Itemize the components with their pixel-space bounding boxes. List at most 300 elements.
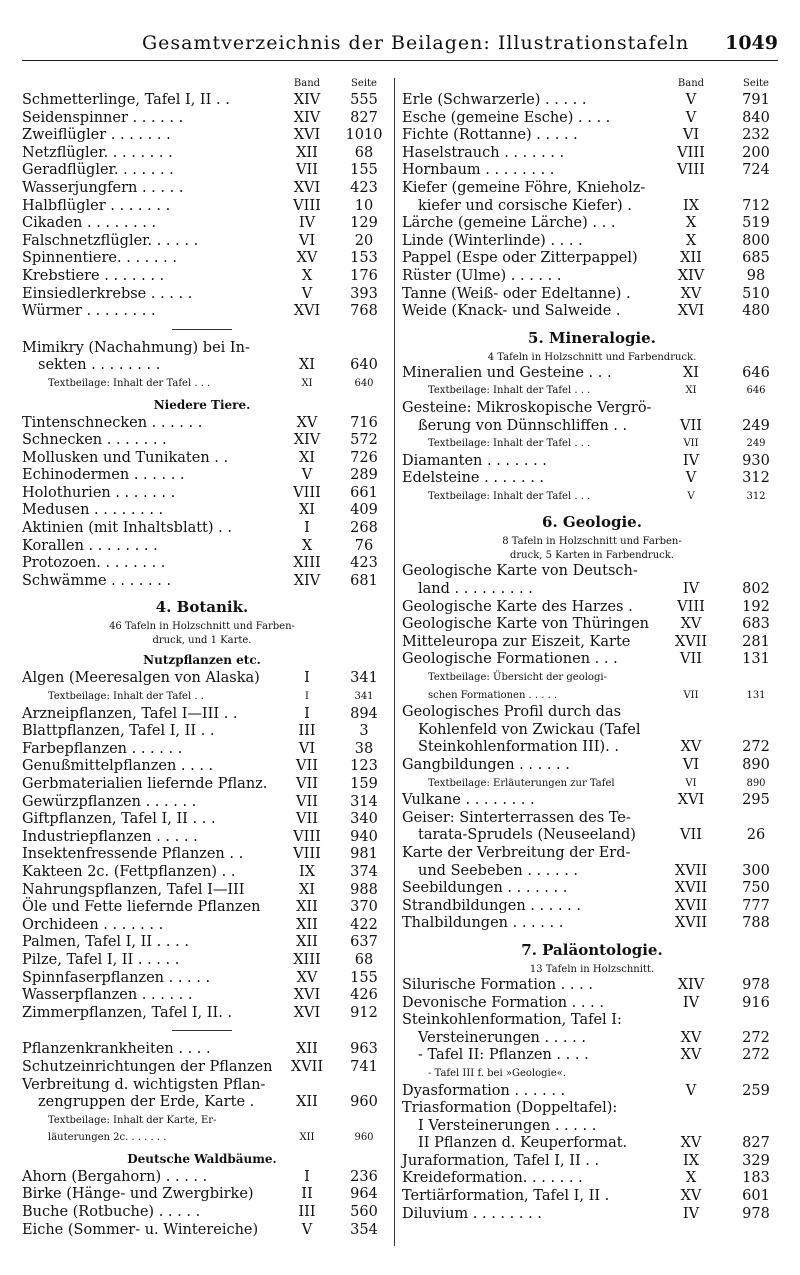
text-supplement-row xyxy=(402,687,782,705)
volume-number: XV xyxy=(680,616,702,633)
volume-number: XI xyxy=(682,364,700,381)
entry-title: Pflanzenkrankheiten . . . . xyxy=(22,1041,211,1058)
volume-number: XIV xyxy=(293,109,321,126)
index-row xyxy=(22,811,382,829)
volume-number: V xyxy=(685,109,697,126)
page-ref: 601 xyxy=(742,1188,770,1205)
volume-number: VI xyxy=(298,232,316,249)
volume-number: X xyxy=(685,232,697,249)
volume-number: XV xyxy=(296,969,318,986)
volume-number: XII xyxy=(296,934,318,951)
page-ref: 268 xyxy=(350,520,378,537)
volume-number: XII xyxy=(680,250,702,267)
entry-title: Aktinien (mit Inhaltsblatt) . . xyxy=(22,520,232,537)
page-ref: 314 xyxy=(350,793,378,810)
index-row xyxy=(402,616,782,634)
volume-number: XV xyxy=(680,285,702,302)
index-row xyxy=(22,758,382,776)
index-row xyxy=(402,180,782,198)
page-ref: 155 xyxy=(350,162,378,179)
index-row xyxy=(402,704,782,722)
text-supplement-row xyxy=(22,688,382,706)
volume-number: VII xyxy=(683,689,699,701)
entry-title: Kakteen 2c. (Fettpflanzen) . . xyxy=(22,863,236,880)
index-row xyxy=(402,453,782,471)
page-ref: 510 xyxy=(742,285,770,302)
page-ref: 98 xyxy=(746,267,766,284)
volume-number: XVI xyxy=(293,987,321,1004)
volume-number: XIV xyxy=(677,976,705,993)
page-ref: 750 xyxy=(742,880,770,897)
index-row xyxy=(22,899,382,917)
page-ref: 312 xyxy=(742,470,770,487)
volume-number: II xyxy=(301,1186,313,1203)
entry-title: Schutzeinrichtungen der Pflanzen xyxy=(22,1058,273,1075)
index-row xyxy=(402,722,782,740)
volume-number: V xyxy=(687,490,695,502)
entry-title: Kiefer (gemeine Föhre, Knieholz- xyxy=(402,179,646,196)
entry-title: Lärche (gemeine Lärche) . . . xyxy=(402,215,616,232)
index-row xyxy=(22,917,382,935)
index-row xyxy=(22,233,382,251)
page-ref: 827 xyxy=(350,109,378,126)
volume-number: XVII xyxy=(674,880,708,897)
index-row xyxy=(22,882,382,900)
section-note: 8 Tafeln in Holzschnitt und Farben- xyxy=(502,536,682,548)
section-heading: 6. Geologie. xyxy=(542,513,642,532)
index-row xyxy=(22,92,382,110)
page-ref: 236 xyxy=(350,1168,378,1185)
index-row xyxy=(402,651,782,669)
page-ref: 741 xyxy=(350,1058,378,1075)
entry-title: Einsiedlerkrebse . . . . . xyxy=(22,285,193,302)
page-ref: 232 xyxy=(742,127,770,144)
index-row xyxy=(402,250,782,268)
page-ref: 724 xyxy=(742,162,770,179)
index-row xyxy=(22,776,382,794)
volume-number: V xyxy=(685,92,697,108)
entry-title: Echinodermen . . . . . . xyxy=(22,467,185,484)
entry-title: - Tafel III f. bei »Geologie«. xyxy=(428,1067,566,1079)
entry-title: Textbeilage: Inhalt der Tafel . . . xyxy=(428,490,591,502)
entry-title: Korallen . . . . . . . . xyxy=(22,537,158,554)
entry-title: tarata-Sprudels (Neuseeland) xyxy=(418,827,636,844)
entry-title: und Seebeben . . . . . . xyxy=(418,862,579,879)
volume-number: V xyxy=(685,470,697,487)
volume-number: VII xyxy=(296,162,318,179)
volume-number: XII xyxy=(296,899,318,916)
index-row xyxy=(402,977,782,995)
index-row xyxy=(22,340,382,358)
column-header xyxy=(402,78,782,92)
index-row xyxy=(22,864,382,882)
volume-number: V xyxy=(301,467,313,484)
page-number: 1049 xyxy=(725,32,778,54)
page-ref: 912 xyxy=(350,1004,378,1021)
volume-number: XI xyxy=(298,881,316,898)
volume-number: XV xyxy=(680,1029,702,1046)
index-row xyxy=(22,1059,382,1077)
index-row xyxy=(22,741,382,759)
page-ref: 777 xyxy=(742,897,770,914)
page-ref: 555 xyxy=(350,92,378,108)
entry-title: - Tafel II: Pflanzen . . . . xyxy=(418,1047,589,1064)
page-ref: 329 xyxy=(742,1152,770,1169)
entry-title: Orchideen . . . . . . . xyxy=(22,916,164,933)
index-row xyxy=(402,792,782,810)
index-row xyxy=(402,470,782,488)
page-ref: 964 xyxy=(350,1186,378,1203)
volume-number: VII xyxy=(680,651,702,668)
entry-title: II Pflanzen d. Keuperformat. xyxy=(418,1135,628,1152)
entry-title: Gewürzpflanzen . . . . . . xyxy=(22,793,197,810)
page-ref: 259 xyxy=(742,1082,770,1099)
entry-title: Geologische Karte des Harzes . xyxy=(402,598,633,615)
page-ref: 960 xyxy=(354,1132,374,1144)
index-row xyxy=(402,145,782,163)
entry-title: Kohlenfeld von Zwickau (Tafel xyxy=(418,721,641,738)
entry-title: Mineralien und Gesteine . . . xyxy=(402,364,612,381)
index-row xyxy=(22,357,382,375)
index-row xyxy=(22,987,382,1005)
page-ref: 281 xyxy=(742,633,770,650)
entry-title: I Versteinerungen . . . . . xyxy=(418,1117,597,1134)
entry-title: Pappel (Espe oder Zitterpappel) xyxy=(402,250,638,267)
volume-number: VII xyxy=(680,827,702,844)
text-supplement-row xyxy=(402,435,782,453)
section-divider xyxy=(172,1030,232,1031)
page-ref: 800 xyxy=(742,232,770,249)
index-row xyxy=(22,794,382,812)
index-row xyxy=(402,1206,782,1224)
page-ref: 393 xyxy=(350,285,378,302)
volume-number: XVI xyxy=(293,127,321,144)
page-ref: 802 xyxy=(742,581,770,598)
index-row xyxy=(402,1012,782,1030)
volume-number: XVII xyxy=(674,915,708,932)
page-ref: 988 xyxy=(350,881,378,898)
index-row xyxy=(22,723,382,741)
section-heading: 5. Mineralogie. xyxy=(528,328,656,347)
entry-title: Ahorn (Bergahorn) . . . . . xyxy=(22,1168,208,1185)
entry-title: Gesteine: Mikroskopische Vergrö- xyxy=(402,399,652,416)
index-row xyxy=(22,303,382,321)
index-row xyxy=(402,198,782,216)
volume-number: VIII xyxy=(677,162,705,179)
volume-number: XVI xyxy=(677,303,705,320)
page-ref: 572 xyxy=(350,432,378,449)
page-ref: 422 xyxy=(350,916,378,933)
entry-title: Mitteleuropa zur Eiszeit, Karte xyxy=(402,633,631,650)
entry-title: land . . . . . . . . . xyxy=(418,581,533,598)
entry-title: Krebstiere . . . . . . . xyxy=(22,267,165,284)
entry-title: Hornbaum . . . . . . . . xyxy=(402,162,555,179)
entry-title: Zweiflügler . . . . . . . xyxy=(22,127,171,144)
index-row xyxy=(22,110,382,128)
entry-title: Textbeilage: Inhalt der Karte, Er- xyxy=(48,1114,217,1126)
volume-number: XII xyxy=(299,1132,315,1144)
volume-number: I xyxy=(304,670,310,687)
index-row xyxy=(402,162,782,180)
index-row xyxy=(402,365,782,383)
volume-number: VII xyxy=(296,758,318,775)
page-ref: 289 xyxy=(350,467,378,484)
index-row xyxy=(22,127,382,145)
index-row xyxy=(402,1083,782,1101)
volume-number: IV xyxy=(298,215,316,232)
page-ref: 681 xyxy=(350,572,378,589)
index-row xyxy=(402,1118,782,1136)
section-note: 4 Tafeln in Holzschnitt und Farbendruck. xyxy=(487,351,697,363)
index-row xyxy=(22,1204,382,1222)
page-ref: 38 xyxy=(354,740,374,757)
entry-title: zengruppen der Erde, Karte . xyxy=(38,1094,255,1111)
page-ref: 272 xyxy=(742,739,770,756)
index-row xyxy=(402,1030,782,1048)
text-supplement-row xyxy=(402,1065,782,1083)
page-ref: 640 xyxy=(354,377,374,389)
page-ref: 981 xyxy=(350,846,378,863)
index-row xyxy=(22,1169,382,1187)
index-row xyxy=(22,934,382,952)
index-row xyxy=(402,268,782,286)
band-header: Band xyxy=(293,78,321,89)
text-supplement-row xyxy=(402,488,782,506)
page-ref: 20 xyxy=(354,232,374,249)
page-ref: 374 xyxy=(350,863,378,880)
volume-number: XI xyxy=(298,357,316,374)
entry-title: Weide (Knack- und Salweide . xyxy=(402,303,621,320)
index-row xyxy=(402,127,782,145)
entry-title: Vulkane . . . . . . . . xyxy=(402,792,535,809)
entry-title: Versteinerungen . . . . . xyxy=(418,1029,586,1046)
entry-title: Textbeilage: Inhalt der Tafel . . xyxy=(48,691,204,703)
volume-number: XVI xyxy=(293,1004,321,1021)
index-row xyxy=(22,145,382,163)
index-row xyxy=(402,863,782,881)
page-ref: 840 xyxy=(742,109,770,126)
index-row xyxy=(22,198,382,216)
page-ref: 68 xyxy=(354,951,374,968)
index-row xyxy=(402,739,782,757)
index-row xyxy=(22,573,382,591)
page-ref: 791 xyxy=(742,92,770,108)
section-heading: 7. Paläontologie. xyxy=(521,940,663,959)
volume-number: XVII xyxy=(674,633,708,650)
section-note: druck, 5 Karten in Farbendruck. xyxy=(510,550,674,562)
volume-number: XV xyxy=(680,1047,702,1064)
page-ref: 940 xyxy=(350,828,378,845)
entry-title: Wasserpflanzen . . . . . . xyxy=(22,987,193,1004)
volume-number: XIV xyxy=(677,267,705,284)
page-ref: 341 xyxy=(354,691,374,703)
page-ref: 890 xyxy=(742,757,770,773)
volume-number: X xyxy=(685,1170,697,1187)
entry-title: Textbeilage: Inhalt der Tafel . . . xyxy=(48,377,211,389)
index-row xyxy=(402,898,782,916)
volume-number: VII xyxy=(296,811,318,828)
index-row xyxy=(402,845,782,863)
index-row xyxy=(22,520,382,538)
page-ref: 370 xyxy=(350,899,378,916)
index-row xyxy=(402,233,782,251)
index-row xyxy=(22,538,382,556)
page-ref: 683 xyxy=(742,616,770,633)
entry-title: Birke (Hänge- und Zwergbirke) xyxy=(22,1186,254,1203)
index-row xyxy=(402,92,782,110)
page-ref: 295 xyxy=(742,792,770,809)
entry-title: Geologische Formationen . . . xyxy=(402,651,618,668)
volume-number: XV xyxy=(680,739,702,756)
volume-number: VIII xyxy=(293,197,321,214)
page-ref: 249 xyxy=(742,417,770,434)
page-ref: 131 xyxy=(742,651,770,668)
page-ref: 155 xyxy=(350,969,378,986)
entry-title: Seidenspinner . . . . . . xyxy=(22,109,184,126)
page-ref: 423 xyxy=(350,555,378,572)
entry-title: Textbeilage: Inhalt der Tafel . . . xyxy=(428,385,591,397)
entry-title: Genußmittelpflanzen . . . . xyxy=(22,758,214,775)
index-row xyxy=(22,467,382,485)
entry-title: Diamanten . . . . . . . xyxy=(402,452,547,469)
page-ref: 340 xyxy=(350,811,378,828)
entry-title: Eiche (Sommer- u. Wintereiche) xyxy=(22,1221,259,1238)
volume-number: I xyxy=(305,691,309,703)
section-heading: 4. Botanik. xyxy=(155,598,249,617)
volume-number: VI xyxy=(682,757,700,773)
entry-title: Spinnfaserpflanzen . . . . . xyxy=(22,969,211,986)
page-ref: 963 xyxy=(350,1041,378,1058)
running-title: Gesamtverzeichnis der Beilagen: Illustrationstafeln xyxy=(142,32,690,54)
subsection-heading: Niedere Tiere. xyxy=(153,397,251,412)
volume-number: X xyxy=(301,267,313,284)
volume-number: XIII xyxy=(293,951,321,968)
volume-number: X xyxy=(301,537,313,554)
volume-number: XV xyxy=(296,250,318,267)
page-ref: 685 xyxy=(742,250,770,267)
index-row xyxy=(402,634,782,652)
entry-title: Silurische Formation . . . . xyxy=(402,976,593,993)
section-divider xyxy=(172,329,232,330)
entry-title: Öle und Fette liefernde Pflanzen xyxy=(22,899,261,916)
page-ref: 726 xyxy=(350,449,378,466)
volume-number: VIII xyxy=(293,828,321,845)
entry-title: Schnecken . . . . . . . xyxy=(22,432,167,449)
seite-header: Seite xyxy=(351,78,377,89)
volume-number: IX xyxy=(298,863,316,880)
page-ref: 409 xyxy=(350,502,378,519)
entry-title: Geiser: Sinterterrassen des Te- xyxy=(402,809,631,826)
entry-title: Steinkohlenformation III). . xyxy=(418,739,619,756)
page-ref: 129 xyxy=(350,215,378,232)
index-row xyxy=(22,846,382,864)
index-row xyxy=(22,555,382,573)
entry-title: Linde (Winterlinde) . . . . xyxy=(402,232,583,249)
entry-title: Triasformation (Doppeltafel): xyxy=(402,1100,618,1117)
index-row xyxy=(22,1077,382,1095)
entry-title: Algen (Meeresalgen von Alaska) xyxy=(22,670,260,687)
index-row xyxy=(22,1094,382,1112)
entry-title: Esche (gemeine Esche) . . . . xyxy=(402,109,611,126)
page-ref: 716 xyxy=(350,414,378,431)
page-ref: 423 xyxy=(350,179,378,196)
index-row xyxy=(402,581,782,599)
index-row xyxy=(22,1041,382,1059)
page-ref: 312 xyxy=(746,490,766,502)
entry-title: Erle (Schwarzerle) . . . . . xyxy=(402,92,587,108)
subsection-heading: Nutzpflanzen etc. xyxy=(143,653,261,668)
page-ref: 788 xyxy=(742,915,770,932)
entry-title: Geologische Karte von Thüringen xyxy=(402,616,650,633)
page-ref: 272 xyxy=(742,1047,770,1064)
volume-number: XVII xyxy=(674,897,708,914)
entry-title: Buche (Rotbuche) . . . . . xyxy=(22,1204,201,1221)
index-row xyxy=(22,970,382,988)
page-ref: 200 xyxy=(742,144,770,161)
volume-number: III xyxy=(298,1204,316,1221)
section-note: 13 Tafeln in Holzschnitt. xyxy=(529,963,655,975)
volume-number: XII xyxy=(296,1094,318,1111)
entry-title: Zimmerpflanzen, Tafel I, II. . xyxy=(22,1004,233,1021)
index-row xyxy=(22,432,382,450)
index-row xyxy=(402,827,782,845)
volume-number: VIII xyxy=(677,144,705,161)
volume-number: IX xyxy=(682,1152,700,1169)
volume-number: XV xyxy=(680,1188,702,1205)
index-row xyxy=(402,1047,782,1065)
entry-title: Geradflügler. . . . . . . xyxy=(22,162,174,179)
entry-title: Falschnetzflügler. . . . . . xyxy=(22,232,199,249)
entry-title: Giftpflanzen, Tafel I, II . . . xyxy=(22,811,216,828)
index-row xyxy=(402,1135,782,1153)
entry-title: Würmer . . . . . . . . xyxy=(22,303,156,320)
volume-number: XII xyxy=(296,916,318,933)
text-supplement-row xyxy=(402,382,782,400)
volume-number: XII xyxy=(296,1041,318,1058)
volume-number: IV xyxy=(682,452,700,469)
entry-title: Spinnentiere. . . . . . . xyxy=(22,250,177,267)
index-row xyxy=(22,250,382,268)
page-ref: 341 xyxy=(350,670,378,687)
entry-title: Textbeilage: Übersicht der geologi- xyxy=(428,672,607,684)
entry-title: Halbflügler . . . . . . . xyxy=(22,197,171,214)
index-row xyxy=(22,952,382,970)
page-ref: 176 xyxy=(350,267,378,284)
entry-title: Mimikry (Nachahmung) bei In- xyxy=(22,339,250,356)
volume-number: VII xyxy=(683,438,699,450)
text-supplement-row xyxy=(402,669,782,687)
volume-number: XII xyxy=(296,144,318,161)
index-row xyxy=(22,1005,382,1023)
page-ref: 153 xyxy=(350,250,378,267)
index-row xyxy=(22,1186,382,1204)
entry-title: Mollusken und Tunikaten . . xyxy=(22,449,229,466)
volume-number: XVI xyxy=(293,179,321,196)
index-row xyxy=(22,670,382,688)
entry-title: Schmetterlinge, Tafel I, II . . xyxy=(22,92,230,108)
volume-number: XIV xyxy=(293,92,321,108)
page-ref: 646 xyxy=(742,364,770,381)
page-ref: 26 xyxy=(746,827,766,844)
entry-title: Strandbildungen . . . . . . xyxy=(402,897,581,914)
entry-title: Medusen . . . . . . . . xyxy=(22,502,164,519)
entry-title: Fichte (Rottanne) . . . . . xyxy=(402,127,578,144)
entry-title: Nahrungspflanzen, Tafel I—III xyxy=(22,881,245,898)
volume-number: IX xyxy=(682,197,700,214)
entry-title: Dyasformation . . . . . . xyxy=(402,1082,566,1099)
page-ref: 192 xyxy=(742,598,770,615)
page-ref: 640 xyxy=(350,357,378,374)
